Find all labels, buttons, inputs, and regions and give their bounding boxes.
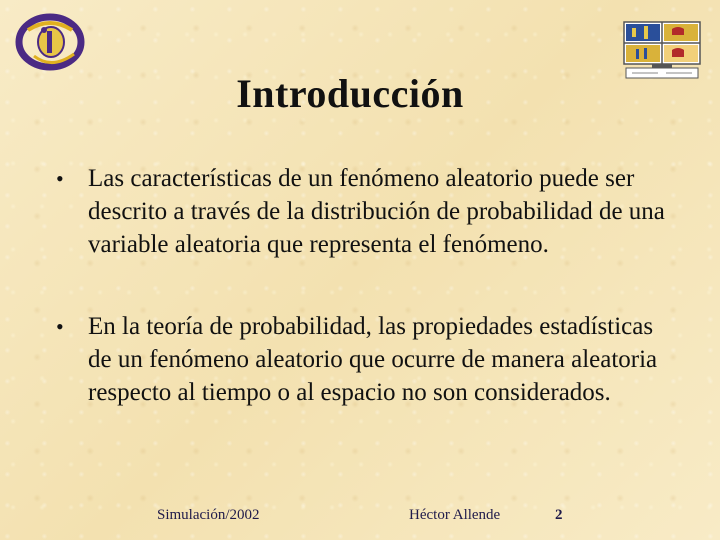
bullet-item [56,162,676,261]
slide-title: Introducción [236,71,464,116]
footer-author: Héctor Allende [409,507,501,523]
di-logo-icon [14,12,86,72]
bullet-item [56,310,676,409]
page-number: 2 [555,507,563,523]
bullet-dot: • [56,314,64,339]
bullet-text: En la teoría de probabilidad, las propiedades estadísticas de un fenómeno aleatorio que ocurre de manera aleatoria respecto al tiempo o al espacio no son considerados. [88,313,658,406]
bullet-text: Las características de un fenómeno aleatorio puede ser descrito a través de la distribución de probabilidad de una variable aleatoria que representa el fenómeno. [88,165,665,258]
bullet-list [56,162,676,409]
footer-course: Simulación/2002 [157,507,260,523]
bullet-dot: • [56,166,64,191]
